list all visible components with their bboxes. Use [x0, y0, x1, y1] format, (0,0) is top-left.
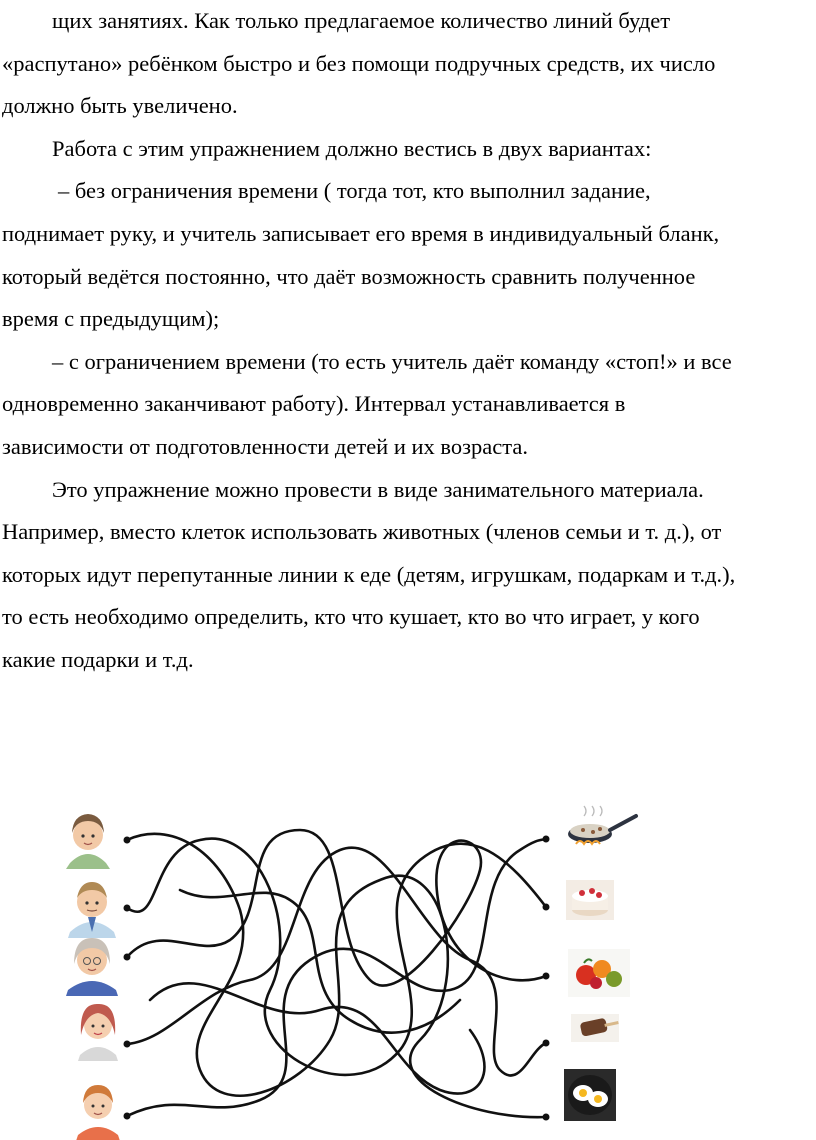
text-line: который ведётся постоянно, что даёт возможность сравнить полученное [2, 263, 696, 289]
text-line: Например, вместо клеток использовать животных (членов семьи и т. д.), от [2, 519, 722, 545]
text-line: Работа с этим упражнением должно вестись в двух вариантах: [52, 135, 652, 161]
text-line: время с предыдущим); [2, 306, 220, 332]
text-line: Это упражнение можно провести в виде занимательного материала. [52, 476, 704, 502]
grandfather-portrait [68, 882, 116, 938]
text-line: щих занятиях. Как только предлагаемое количество линий будет [52, 8, 671, 33]
text-line: одновременно заканчивают работу). Интервал устанавливается в [2, 391, 626, 417]
text-line: должно быть увеличено. [2, 93, 238, 119]
frying-pan-icon [568, 806, 636, 844]
text-line: поднимает руку, и учитель записывает его время в индивидуальный бланк, [2, 220, 720, 246]
fried-eggs-icon [564, 1069, 616, 1121]
tangled-lines-figure [0, 790, 816, 1140]
boy-portrait [76, 1085, 120, 1140]
tangled-lines [127, 830, 546, 1117]
text-line: – с ограничением времени (то есть учитель даёт команду «стоп!» и все [52, 348, 732, 374]
grandmother-portrait [66, 814, 110, 869]
text-line: какие подарки и т.д. [2, 646, 194, 672]
fruits-icon [568, 949, 630, 997]
document-text [2, 0, 814, 682]
girl-portrait [78, 1004, 118, 1061]
text-line: то есть необходимо определить, кто что кушает, кто во что играет, у кого [2, 604, 700, 630]
ice-cream-icon [571, 1014, 619, 1042]
granny-portrait [66, 938, 118, 996]
text-line: – без ограничения времени ( тогда тот, кто выполнил задание, [58, 178, 651, 204]
text-line: зависимости от подготовленности детей и их возраста. [2, 433, 528, 459]
text-line: «распутано» ребёнком быстро и без помощи подручных средств, их число [2, 50, 716, 76]
cake-icon [566, 880, 614, 920]
tangled-lines-svg [0, 790, 816, 1140]
text-line: которых идут перепутанные линии к еде (детям, игрушкам, подаркам и т.д.), [2, 561, 736, 587]
